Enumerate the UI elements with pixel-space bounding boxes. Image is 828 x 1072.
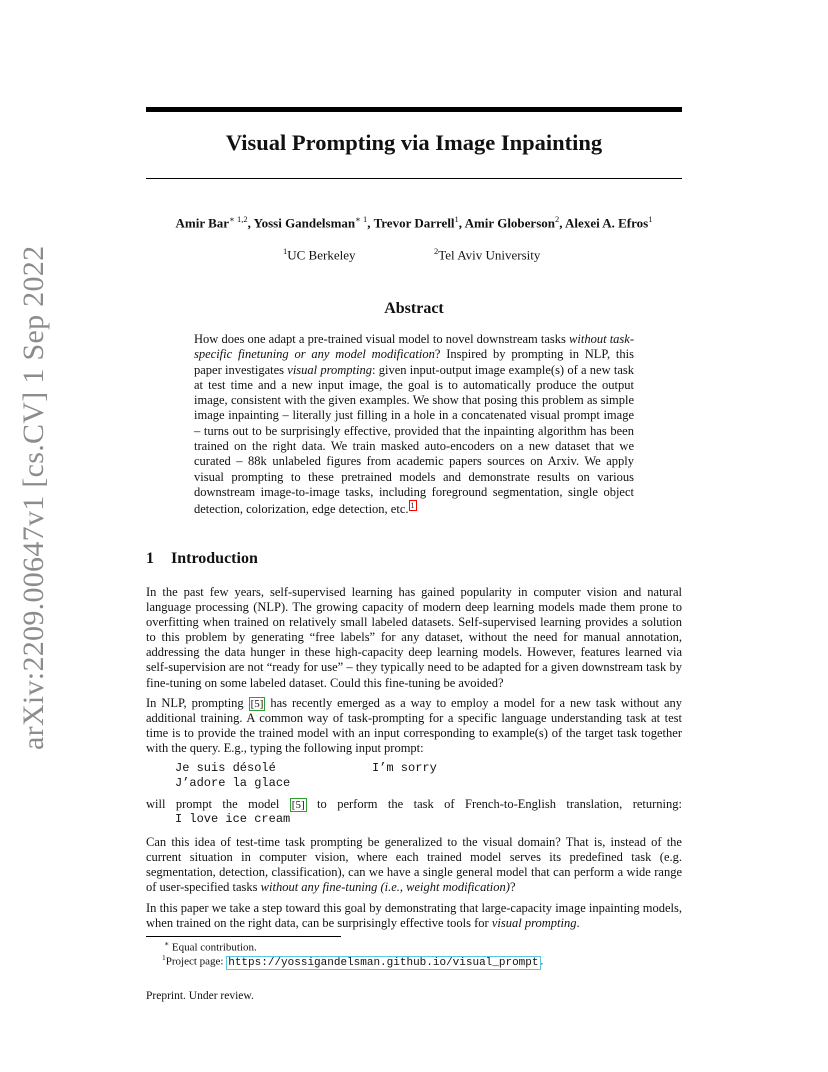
prompt-example-output-1: I’m sorry xyxy=(372,761,437,775)
arxiv-sidebar-identifier: arXiv:2209.00647v1 [cs.CV] 1 Sep 2022 xyxy=(17,245,50,750)
author-affil-mark: 1 xyxy=(648,214,653,224)
intro-paragraph-4: Can this idea of test-time task prompting be generalized to the visual domain? That is, instead of the current situation in computer vision, where each trained model serves its predefined task (e.g. segmentation, detection, classification), can we have a single general model that can perform a wide range of user-specified tasks without any fine-tuning (i.e., weight modification)? xyxy=(146,835,682,895)
prompt-example-input-2: J’adore la glace xyxy=(175,776,291,790)
author-name: Amir Bar xyxy=(175,215,230,231)
prompt-example-output-2: I love ice cream xyxy=(175,812,291,826)
author-affil-mark: ∗ 1,2 xyxy=(229,214,248,224)
title-top-rule xyxy=(146,107,682,112)
affiliation-tel-aviv xyxy=(434,246,540,263)
affiliation-name: Tel Aviv University xyxy=(438,247,541,263)
author-name: Amir Globerson xyxy=(464,215,555,231)
intro-paragraph-2: In NLP, prompting [5] has recently emerged as a way to employ a model for a new task without any additional training. A common way of task-prompting for a specific language understanding task at test time is to provide the trained model with an input corresponding to example(s) of the target task together with the query. E.g., typing the following input prompt: xyxy=(146,696,682,756)
footnote-rule xyxy=(146,936,341,937)
project-page-link[interactable]: https://yossigandelsman.github.io/visual_prompt xyxy=(228,956,539,969)
author-affil-mark: ∗ 1 xyxy=(355,214,368,224)
intro-paragraph-5: In this paper we take a step toward this goal by demonstrating that large-capacity image inpainting models, when trained on the right data, can be surprisingly effective tools for visual prompting. xyxy=(146,901,682,931)
affiliation-name: UC Berkeley xyxy=(287,247,356,263)
author-affil-mark: 1 xyxy=(454,214,459,224)
affiliation-mark: 2 xyxy=(434,246,439,256)
prompt-example-input-1: Je suis désolé xyxy=(175,761,276,775)
affiliation-berkeley xyxy=(283,246,355,263)
intro-paragraph-1: In the past few years, self-supervised learning has gained popularity in computer vision and natural language processing (NLP). The growing capacity of modern deep learning models made them prone to overfitting when trained on relatively small labeled datasets. Self-supervised learning provides a solution to this problem by generating “free labels” for any dataset, without the need for manual annotation, addressing the data hunger in these high-capacity deep learning models. However, features learned via self-supervision are not “ready for use” – they typically need to be adapted for a given downstream task by fine-tuning on some labeled dataset. Could this fine-tuning be avoided? xyxy=(146,585,682,690)
author-name: Alexei A. Efros xyxy=(565,215,649,231)
citation-link[interactable]: [5] xyxy=(291,799,305,811)
abstract-heading: Abstract xyxy=(384,300,444,317)
affiliation-mark: 1 xyxy=(283,246,288,256)
author-affil-mark: 2 xyxy=(555,214,560,224)
title-bottom-rule xyxy=(146,178,682,179)
preprint-notice: Preprint. Under review. xyxy=(146,990,254,1002)
intro-paragraph-3: will prompt the model [5] to perform the task of French-to-English translation, returning: xyxy=(146,797,682,811)
author-list: Amir Bar$^{∗ 1,2}$, Yossi Gandelsman$^{∗ 1}$, Trevor Darrell$^1$, Amir Globerson$^2$, Alexei A. Efros$^1$ xyxy=(175,214,653,231)
footnote-link[interactable]: 1 xyxy=(410,501,415,511)
footnote-equal-contribution: ∗ Equal contribution. xyxy=(164,939,257,954)
footnote-project-page: $^1$Project page: https://yossigandelsman.github.io/visual_prompt . xyxy=(162,953,544,969)
author-name: Yossi Gandelsman xyxy=(253,215,356,231)
citation-link[interactable]: [5] xyxy=(250,698,264,710)
author-name: Trevor Darrell xyxy=(373,215,455,231)
section-heading-introduction: 1 Introduction xyxy=(146,550,258,567)
paper-title: Visual Prompting via Image Inpainting xyxy=(225,130,603,155)
abstract-text: How does one adapt a pre-trained visual model to novel downstream tasks without task-specific finetuning or any model modification? Inspired by prompting in NLP, this paper investigates visual prompting: given input-output image example(s) of a new task at test time and a new input image, the goal is to automatically produce the output image, consistent with the given examples. We show that posing this problem as simple image inpainting – literally just filling in a hole in a concatenated visual prompt image – turns out to be surprisingly effective, provided that the inpainting algorithm has been trained on the right data. We train masked auto-encoders on a new dataset that we curated – 88k unlabeled figures from academic papers sources on Arxiv. We apply visual prompting to these pretrained models and demonstrate results on various downstream image-to-image tasks, including foreground segmentation, single object detection, colorization, edge detection, etc. 1 xyxy=(194,332,634,517)
